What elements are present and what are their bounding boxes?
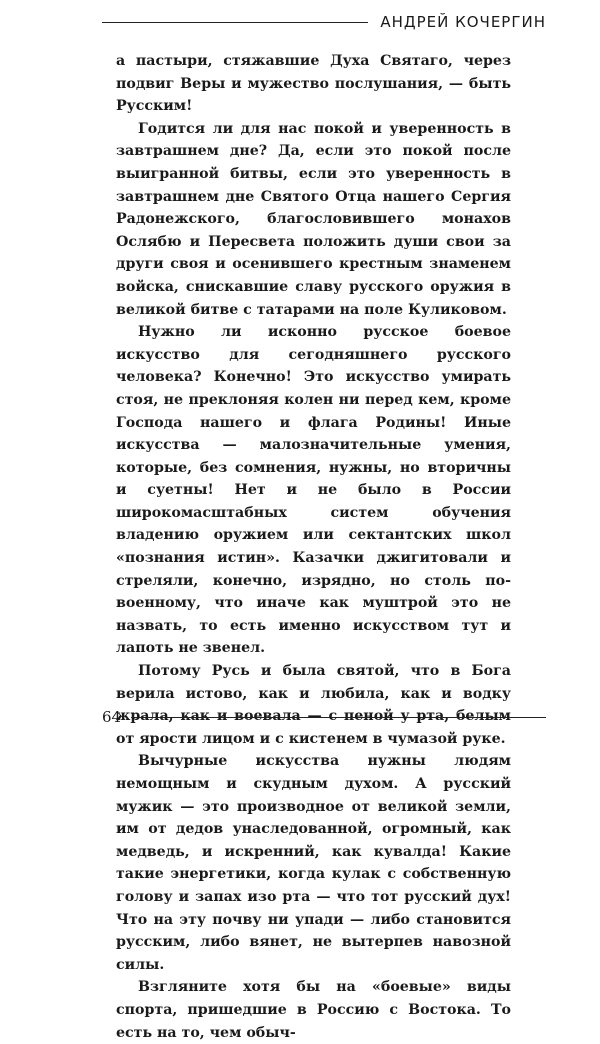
paragraph: Вычурные искусства нужны людям немощным и скудным духом. А русский мужик — это производное от великой земли, им от дедов унаследованной, огромный, как медведь, и искренний, как кувалда! Какие такие энергетики, когда кулак с собственную голову и запах изо рта — что тот русский дух! Что на эту почву ни упади — либо становится русским, либо вянет, не вытерпев навозной силы. [116,753,511,973]
header-rule [102,22,368,23]
running-head-author: АНДРЕЙ КОЧЕРГИН [380,13,546,31]
footer-rule [131,717,546,718]
paragraph: Взгляните хотя бы на «боевые» виды спорта, пришедшие в Россию с Востока. То есть на то, чем обыч- [116,979,511,1041]
paragraph: а пастыри, стяжавшие Духа Святаго, через подвиг Веры и мужество послушания, — быть Русским! [116,53,511,115]
paragraph: Годится ли для нас покой и уверенность в завтрашнем дне? Да, если это покой после выигранной битвы, если это уверенность в завтрашнем дне Святого Отца нашего Сергия Радонежского, благословившего монахов Ослябю и Пересвета положить души свои за други своя и осенившего крестным знаменем войска, снискавшие славу русского оружия в великой битве с татарами на поле Куликовом. [116,120,511,318]
body-text [116,50,511,1044]
page-footer [102,706,546,728]
page-header [102,12,546,32]
paragraph: Нужно ли исконно русское боевое искусство для сегодняшнего русского человека? Конечно! Это искусство умирать стоя, не преклоняя колен ни перед кем, кроме Господа нашего и флага Родины! Иные искусства — малозначительные умения, которые, без сомнения, нужны, но вторичны и суетны! Нет и не было в России широкомасштабных систем обучения владению оружием или сектантских школ «познания истин». Казачки джигитовали и стреляли, конечно, изрядно, но столь по-военному, что иначе как муштрой это не назвать, то есть именно искусством тут и лапоть не звенел. [116,324,511,657]
page-number: 64 [102,708,122,726]
paragraph: Потому Русь и была святой, что в Бога верила истово, как и любила, как и водку жрала, как и воевала — с пеной у рта, белым от ярости лицом и с кистенем в чумазой руке. [116,663,511,747]
